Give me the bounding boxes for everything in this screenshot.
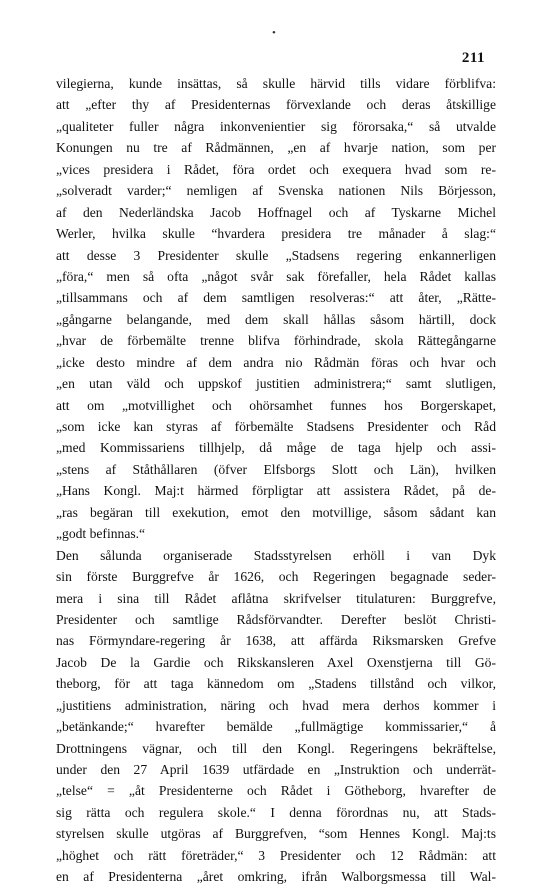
text-line: Werler, hvilka skulle “hvardera presidera tre månader å slag:“: [56, 226, 496, 242]
text-line: „gångarne belangande, med dem skall hållas såsom härtill, dock: [56, 311, 496, 327]
text-line: „som icke kan styras af förbemälte Stadsens Presidenter och Råd: [56, 419, 496, 434]
text-line: „godt befinnas.“: [56, 526, 146, 542]
text-line: af den Nederländska Jacob Hoffnagel och af Tyskarne Michel: [56, 204, 496, 220]
text-line: „en utan väld och uppskof justitien administrera;“ samt slutligen,: [56, 376, 496, 392]
text-line: „solveradt varder;“ nemligen af Svenska nationen Nils Börjesson,: [56, 183, 496, 199]
text-line: en af Presidenterna „året omkring, ifrån Walborgsmessa till Wal-: [56, 869, 496, 885]
page-mark: •: [272, 27, 276, 39]
text-line: „föra,“ men så ofta „något svår sak förefaller, hela Rådet kallas: [56, 268, 496, 284]
text-line: „stens af Ståthållaren (öfver Elfsborgs Slott och Län), hvilken: [56, 461, 496, 477]
text-line: „höghet och rätt företräder,“ 3 Presidenter och 12 Rådmän: att: [56, 847, 496, 863]
body-text: [56, 73, 496, 888]
text-line: att om „motvillighet och ohörsamhet funnes hos Borgerskapet,: [56, 397, 496, 413]
paragraph-1: [56, 73, 496, 545]
page-number: 211: [461, 50, 485, 66]
text-line: „betänkande;“ hvarefter bemälde „fullmägtige kommissarier,“ å: [56, 719, 496, 735]
text-line: Jacob De la Gardie och Rikskansleren Axel Oxenstjerna till Gö-: [56, 654, 496, 670]
text-line: nas Förmyndare-regering år 1638, att affärda Riksmarsken Grefve: [56, 633, 496, 649]
text-line: vilegierna, kunde insättas, så skulle härvid tills vidare förblifva:: [56, 76, 496, 91]
text-line: styrelsen skulle utgöras af Burggrefven, “som Hennes Kongl. Maj:ts: [56, 826, 496, 842]
text-line: Presidenter och samtlige Rådsförvandter. Derefter beslöt Christi-: [56, 611, 496, 627]
text-line: sig rätta och regulera skole.“ I denna förordnas nu, att Stads-: [56, 804, 496, 820]
text-line: theborg, för att taga kännedom om „Stadens tillstånd och vilkor,: [56, 676, 496, 692]
text-line: „qualiteter fuller några inkonvenientier sig förorsaka,“ så utvalde: [56, 118, 496, 134]
text-line: sin förste Burggrefve år 1626, och Regeringen begagnade seder-: [56, 569, 496, 585]
text-line: under den 27 April 1639 utfärdade en „Instruktion och underrät-: [56, 762, 496, 777]
text-line: att „efter thy af Presidenternas förvexlande och deras åtskillige: [56, 97, 496, 113]
text-line: Konungen nu tre af Rådmännen, „en af hvarje nation, som per: [56, 140, 496, 156]
text-line: „ras begäran till exekution, emot den motvillige, såsom sådant kan: [56, 504, 496, 520]
text-line: att desse 3 Presidenter skulle „Stadsens regering enkannerligen: [56, 247, 496, 263]
text-line: „vices presidera i Rådet, föra ordet och exequera hvad som re-: [56, 161, 496, 177]
text-line: „med Kommissariens tillhjelp, då måge de taga hjelp och assi-: [56, 440, 496, 456]
text-line: Den sålunda organiserade Stadsstyrelsen erhöll i van Dyk: [56, 547, 496, 563]
text-line: „tillsammans och af dem samtligen resolveras:“ att åter, „Rätte-: [56, 290, 496, 306]
text-line: „hvar de förbemälte trenne blifva förhindrade, skola Rättegångarne: [56, 333, 496, 349]
text-line: „Hans Kongl. Maj:t härmed förpligtar att assistera Rådet, på de-: [56, 483, 496, 499]
text-line: „justitiens administration, näring och hvad mera derhos kommer i: [56, 697, 496, 713]
text-line: „telse“ = „åt Presidenterne och Rådet i Götheborg, hvarefter de: [56, 783, 496, 799]
text-line: mera i sina till Rådet aflåtna skrifvelser titulaturen: Burggrefve,: [56, 590, 496, 606]
text-line: „icke desto mindre af dem andra nio Rådmän föras och hvar och: [56, 354, 496, 370]
paragraph-2: [56, 545, 496, 888]
text-line: Drottningens vägnar, och till den Kongl. Regeringens bekräftelse,: [56, 740, 496, 756]
